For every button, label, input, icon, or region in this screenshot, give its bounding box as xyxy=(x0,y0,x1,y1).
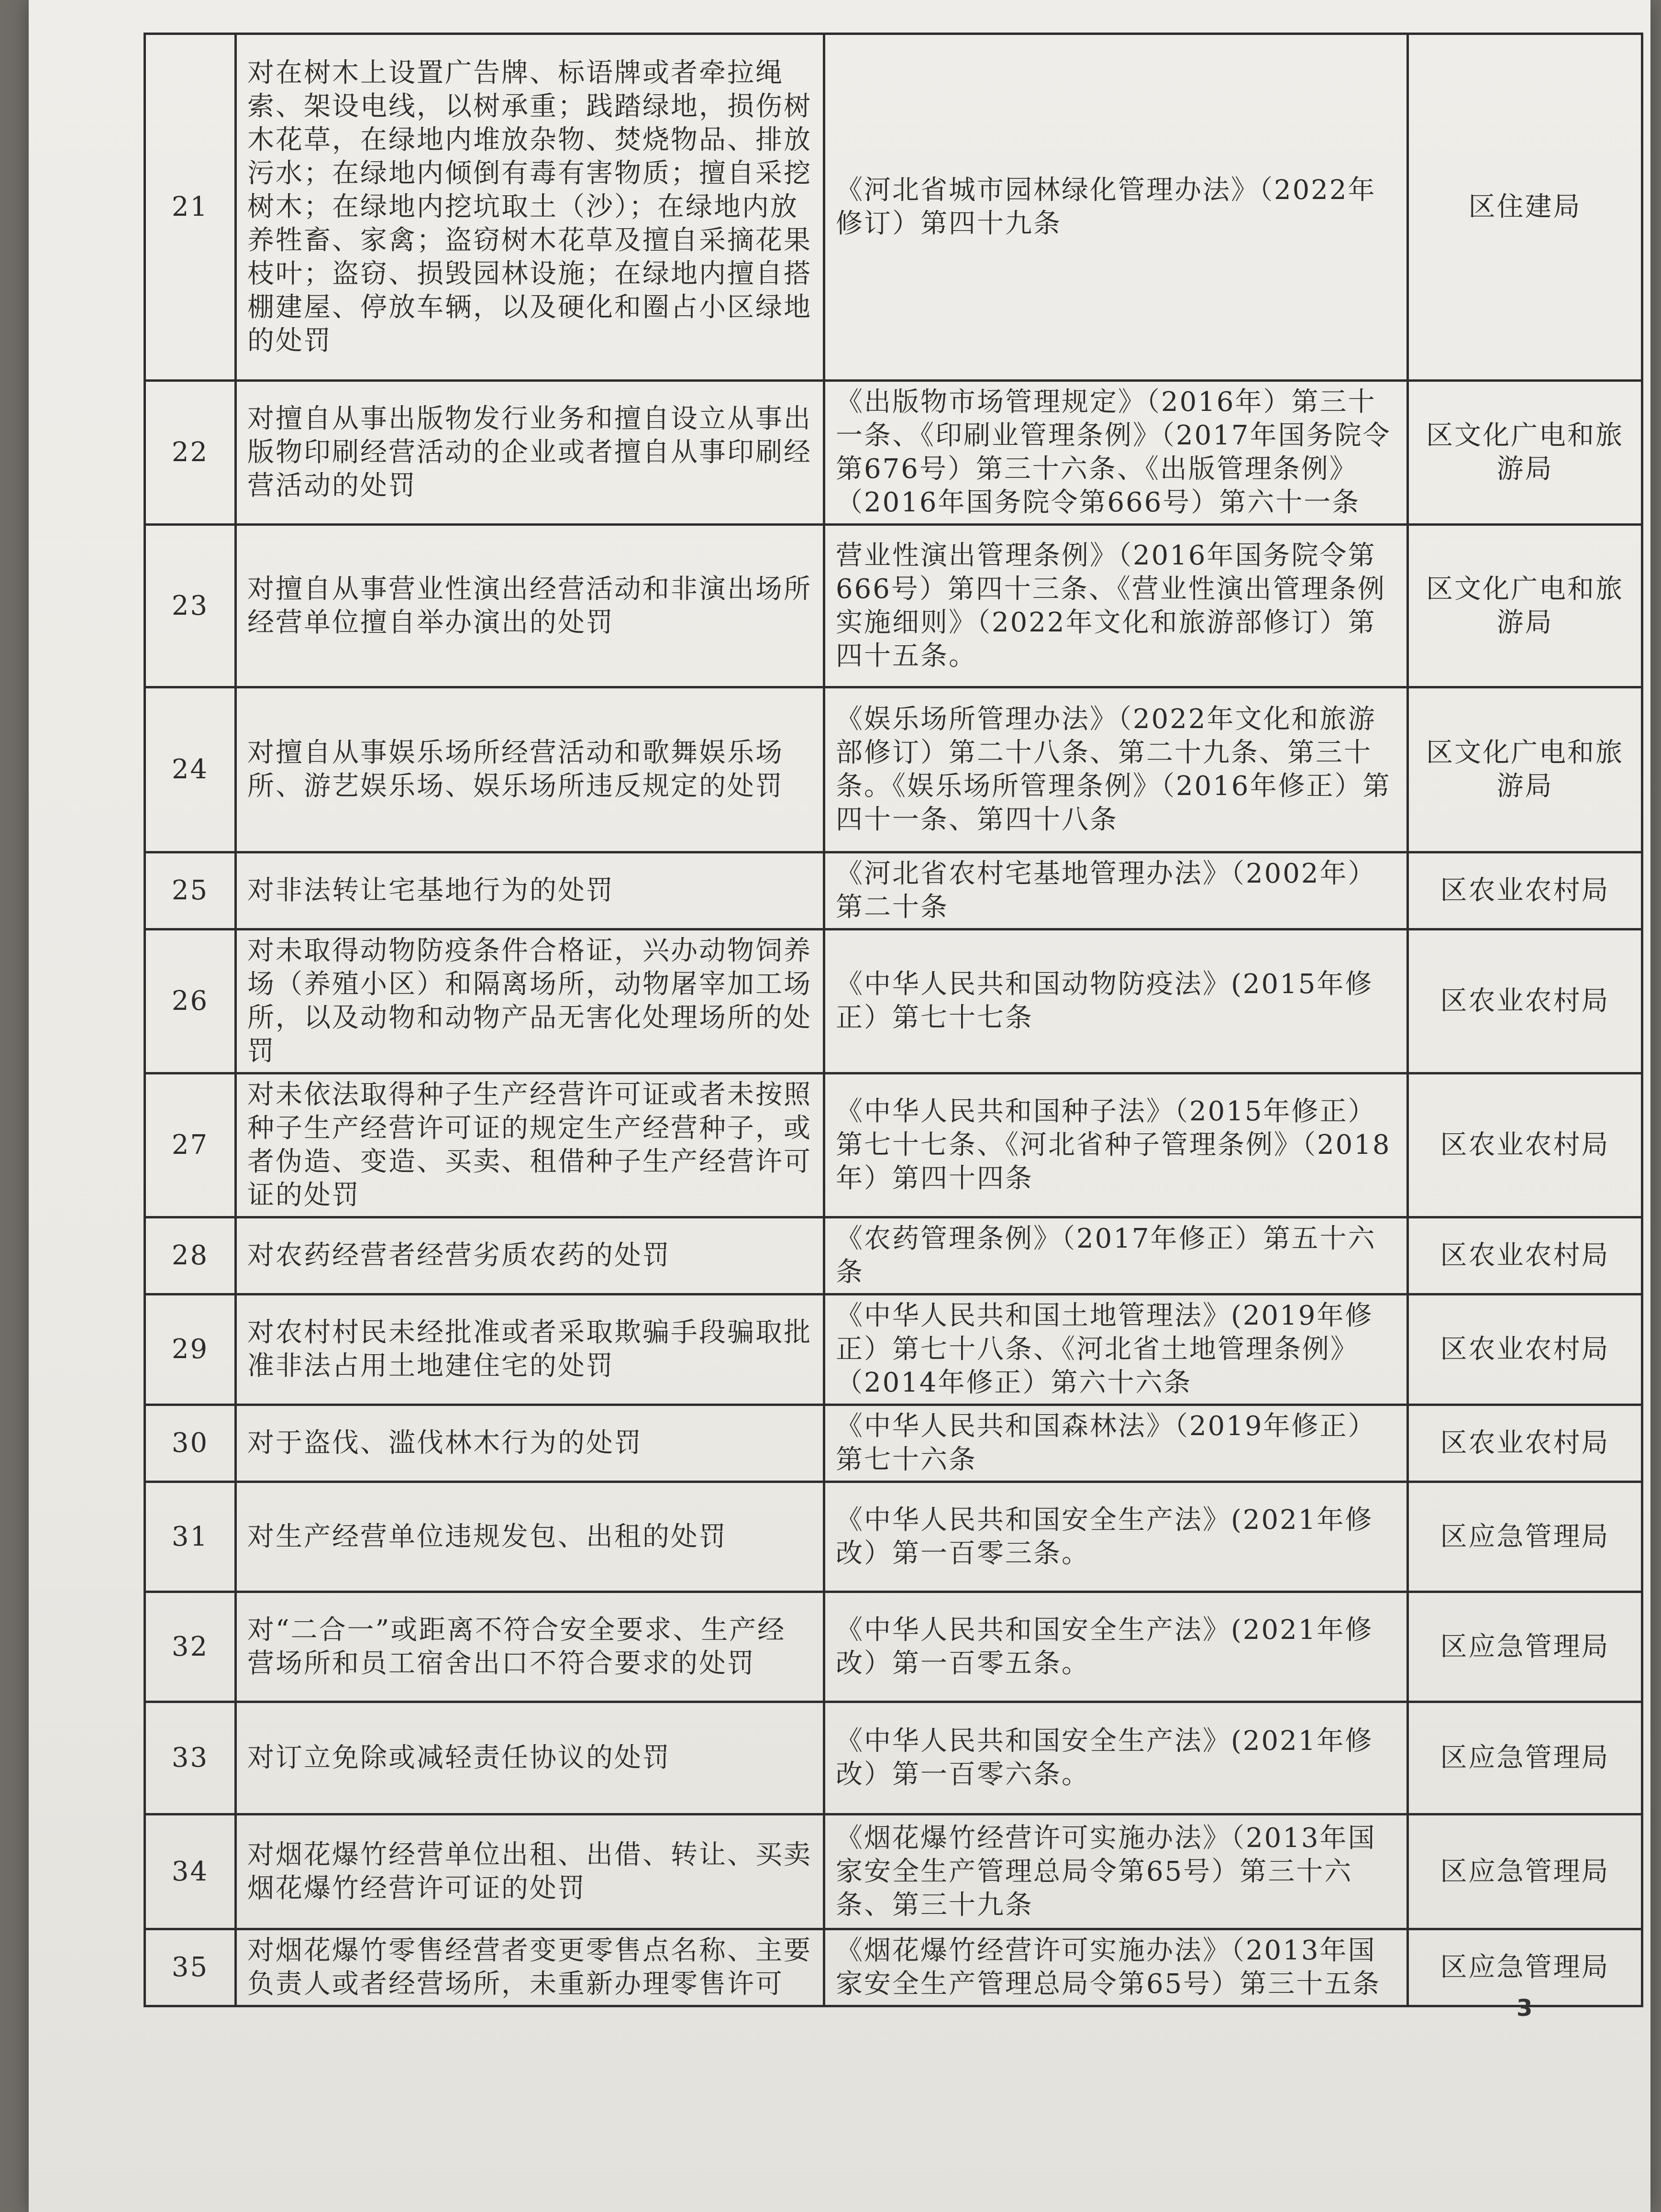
table-row xyxy=(145,525,1642,687)
department: 区住建局 xyxy=(1408,34,1642,381)
table-row xyxy=(145,852,1642,929)
table-row xyxy=(145,1814,1642,1929)
department: 区应急管理局 xyxy=(1408,1929,1642,2006)
department: 区应急管理局 xyxy=(1408,1814,1642,1929)
row-number: 24 xyxy=(145,687,236,852)
legal-basis: 《农药管理条例》（2017年修正）第五十六条 xyxy=(824,1217,1408,1294)
legal-basis: 《烟花爆竹经营许可实施办法》（2013年国家安全生产管理总局令第65号）第三十六条、第三十九条 xyxy=(824,1814,1408,1929)
row-number: 31 xyxy=(145,1482,236,1592)
legal-basis: 《中华人民共和国安全生产法》(2021年修改）第一百零五条。 xyxy=(824,1592,1408,1702)
table-row xyxy=(145,1073,1642,1217)
table-row xyxy=(145,687,1642,852)
row-number: 26 xyxy=(145,929,236,1073)
department: 区文化广电和旅游局 xyxy=(1408,687,1642,852)
table-row xyxy=(145,1405,1642,1482)
department: 区农业农村局 xyxy=(1408,1073,1642,1217)
penalty-item: 对未取得动物防疫条件合格证，兴办动物饲养场（养殖小区）和隔离场所，动物屠宰加工场所，以及动物和动物产品无害化处理场所的处罚 xyxy=(236,929,824,1073)
legal-basis: 《中华人民共和国动物防疫法》(2015年修正）第七十七条 xyxy=(824,929,1408,1073)
legal-basis: 《中华人民共和国安全生产法》(2021年修改）第一百零三条。 xyxy=(824,1482,1408,1592)
table-row xyxy=(145,1294,1642,1405)
row-number: 23 xyxy=(145,525,236,687)
department: 区农业农村局 xyxy=(1408,1294,1642,1405)
penalty-item: 对农村村民未经批准或者采取欺骗手段骗取批准非法占用土地建住宅的处罚 xyxy=(236,1294,824,1405)
penalty-item: 对生产经营单位违规发包、出租的处罚 xyxy=(236,1482,824,1592)
row-number: 25 xyxy=(145,852,236,929)
table-row xyxy=(145,1217,1642,1294)
row-number: 22 xyxy=(145,381,236,525)
legal-basis: 《中华人民共和国土地管理法》(2019年修正）第七十八条、《河北省土地管理条例》（2014年修正）第六十六条 xyxy=(824,1294,1408,1405)
row-number: 30 xyxy=(145,1405,236,1482)
row-number: 32 xyxy=(145,1592,236,1702)
department: 区农业农村局 xyxy=(1408,1217,1642,1294)
legal-basis: 《中华人民共和国安全生产法》(2021年修改）第一百零六条。 xyxy=(824,1702,1408,1814)
penalty-item: 对擅自从事出版物发行业务和擅自设立从事出版物印刷经营活动的企业或者擅自从事印刷经营活动的处罚 xyxy=(236,381,824,525)
row-number: 34 xyxy=(145,1814,236,1929)
department: 区应急管理局 xyxy=(1408,1482,1642,1592)
row-number: 21 xyxy=(145,34,236,381)
page-number: 3 xyxy=(1517,1995,1533,2022)
table-row xyxy=(145,929,1642,1073)
penalty-items-table xyxy=(144,33,1643,2007)
table-row xyxy=(145,1482,1642,1592)
legal-basis: 《娱乐场所管理办法》（2022年文化和旅游部修订）第二十八条、第二十九条、第三十条。《娱乐场所管理条例》（2016年修正）第四十一条、第四十八条 xyxy=(824,687,1408,852)
penalty-item: 对烟花爆竹经营单位出租、出借、转让、买卖烟花爆竹经营许可证的处罚 xyxy=(236,1814,824,1929)
table-row xyxy=(145,34,1642,381)
penalty-item: 对订立免除或减轻责任协议的处罚 xyxy=(236,1702,824,1814)
penalty-item: 对擅自从事娱乐场所经营活动和歌舞娱乐场所、游艺娱乐场、娱乐场所违反规定的处罚 xyxy=(236,687,824,852)
legal-basis: 《河北省城市园林绿化管理办法》（2022年修订）第四十九条 xyxy=(824,34,1408,381)
penalty-item: 对擅自从事营业性演出经营活动和非演出场所经营单位擅自举办演出的处罚 xyxy=(236,525,824,687)
department: 区农业农村局 xyxy=(1408,1405,1642,1482)
table-row xyxy=(145,1929,1642,2006)
penalty-item: 对于盗伐、滥伐林木行为的处罚 xyxy=(236,1405,824,1482)
legal-basis: 《河北省农村宅基地管理办法》（2002年）第二十条 xyxy=(824,852,1408,929)
department: 区文化广电和旅游局 xyxy=(1408,525,1642,687)
department: 区文化广电和旅游局 xyxy=(1408,381,1642,525)
department: 区应急管理局 xyxy=(1408,1702,1642,1814)
row-number: 33 xyxy=(145,1702,236,1814)
row-number: 28 xyxy=(145,1217,236,1294)
penalty-item: 对烟花爆竹零售经营者变更零售点名称、主要负责人或者经营场所，未重新办理零售许可 xyxy=(236,1929,824,2006)
legal-basis: 《中华人民共和国种子法》（2015年修正）第七十七条、《河北省种子管理条例》（2018年）第四十四条 xyxy=(824,1073,1408,1217)
row-number: 27 xyxy=(145,1073,236,1217)
penalty-item: 对在树木上设置广告牌、标语牌或者牵拉绳索、架设电线，以树承重；践踏绿地，损伤树木花草，在绿地内堆放杂物、焚烧物品、排放污水；在绿地内倾倒有毒有害物质；擅自采挖树木；在绿地内挖坑取土（沙）；在绿地内放养牲畜、家禽；盗窃树木花草及擅自采摘花果枝叶；盗窃、损毁园林设施；在绿地内擅自搭棚建屋、停放车辆，以及硬化和圈占小区绿地的处罚 xyxy=(236,34,824,381)
penalty-item: 对非法转让宅基地行为的处罚 xyxy=(236,852,824,929)
table-row xyxy=(145,1592,1642,1702)
table-row xyxy=(145,381,1642,525)
penalty-item: 对未依法取得种子生产经营许可证或者未按照种子生产经营许可证的规定生产经营种子，或者伪造、变造、买卖、租借种子生产经营许可证的处罚 xyxy=(236,1073,824,1217)
table-row xyxy=(145,1702,1642,1814)
legal-basis: 《中华人民共和国森林法》（2019年修正）第七十六条 xyxy=(824,1405,1408,1482)
legal-basis: 《烟花爆竹经营许可实施办法》（2013年国家安全生产管理总局令第65号）第三十五条 xyxy=(824,1929,1408,2006)
legal-basis: 营业性演出管理条例》（2016年国务院令第666号）第四十三条、《营业性演出管理条例实施细则》（2022年文化和旅游部修订）第四十五条。 xyxy=(824,525,1408,687)
penalty-item: 对农药经营者经营劣质农药的处罚 xyxy=(236,1217,824,1294)
penalty-item: 对“二合一”或距离不符合安全要求、生产经营场所和员工宿舍出口不符合要求的处罚 xyxy=(236,1592,824,1702)
department: 区农业农村局 xyxy=(1408,852,1642,929)
department: 区农业农村局 xyxy=(1408,929,1642,1073)
department: 区应急管理局 xyxy=(1408,1592,1642,1702)
row-number: 35 xyxy=(145,1929,236,2006)
legal-basis: 《出版物市场管理规定》（2016年）第三十一条、《印刷业管理条例》（2017年国务院令第676号）第三十六条、《出版管理条例》（2016年国务院令第666号）第六十一条 xyxy=(824,381,1408,525)
row-number: 29 xyxy=(145,1294,236,1405)
document-page xyxy=(29,0,1650,2212)
